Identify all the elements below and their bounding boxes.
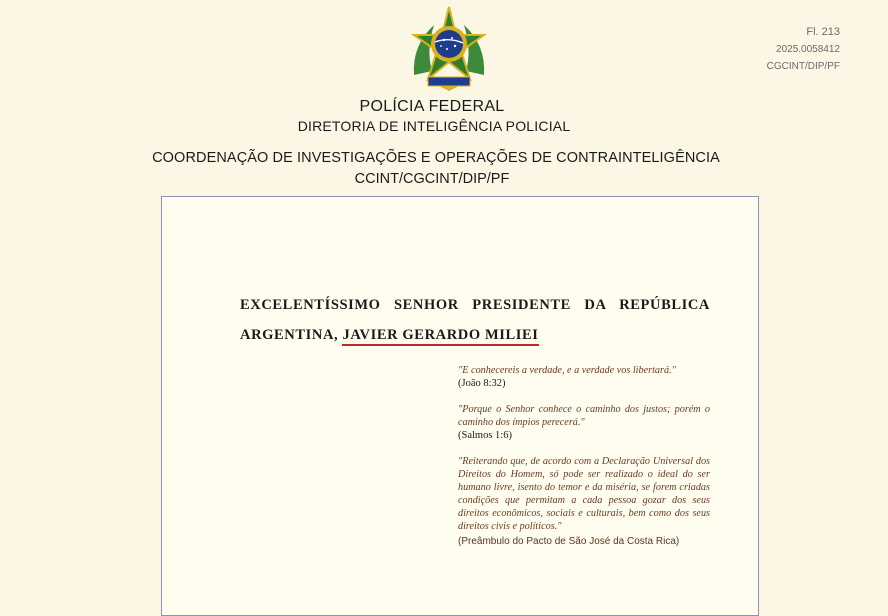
folio-number: Fl. 213 bbox=[806, 26, 840, 38]
addressee bbox=[240, 290, 710, 350]
addressee-country: ARGENTINA, bbox=[240, 327, 339, 343]
document-reference bbox=[767, 24, 840, 75]
addressee-line-2 bbox=[240, 320, 710, 350]
epigraph-source: (Preâmbulo do Pacto de São José da Costa Rica) bbox=[458, 536, 680, 547]
reference-unit: CGCINT/DIP/PF bbox=[766, 61, 840, 72]
epigraph-source: (Salmos 1:6) bbox=[458, 430, 512, 441]
addressee-line-1: EXCELENTÍSSIMO SENHOR PRESIDENTE DA REPÚBLICA bbox=[240, 297, 710, 313]
process-number: 2025.0058412 bbox=[776, 44, 840, 55]
national-coat-of-arms-icon bbox=[404, 5, 494, 93]
letter-body bbox=[161, 196, 759, 616]
addressee-name: JAVIER GERARDO MILIEI bbox=[342, 327, 538, 346]
epigraph-quote: "Porque o Senhor conhece o caminho dos justos; porém o caminho dos ímpios perecerá." bbox=[458, 404, 710, 428]
epigraph-quote: "Reiterando que, de acordo com a Declaração Universal dos Direitos do Homem, só pode ser realizado o ideal do ser humano livre, isento do temor e da miséria, se forem criadas condições que permitam a cada pessoa gozar dos seus direitos econômicos, sociais e culturais, bem como dos seus direitos civis e políticos." bbox=[458, 456, 710, 532]
unit-code: CCINT/CGCINT/DIP/PF bbox=[354, 171, 510, 187]
epigraphs bbox=[458, 364, 710, 561]
directorate-title: DIRETORIA DE INTELIGÊNCIA POLICIAL bbox=[297, 118, 571, 134]
coordination-title: COORDENAÇÃO DE INVESTIGAÇÕES E OPERAÇÕES DE CONTRAINTELIGÊNCIA bbox=[152, 150, 720, 166]
org-title: POLÍCIA FEDERAL bbox=[359, 98, 505, 115]
epigraph-quote: "E conhecereis a verdade, e a verdade vos libertará." bbox=[458, 365, 676, 376]
epigraph-source: (João 8:32) bbox=[458, 378, 506, 389]
